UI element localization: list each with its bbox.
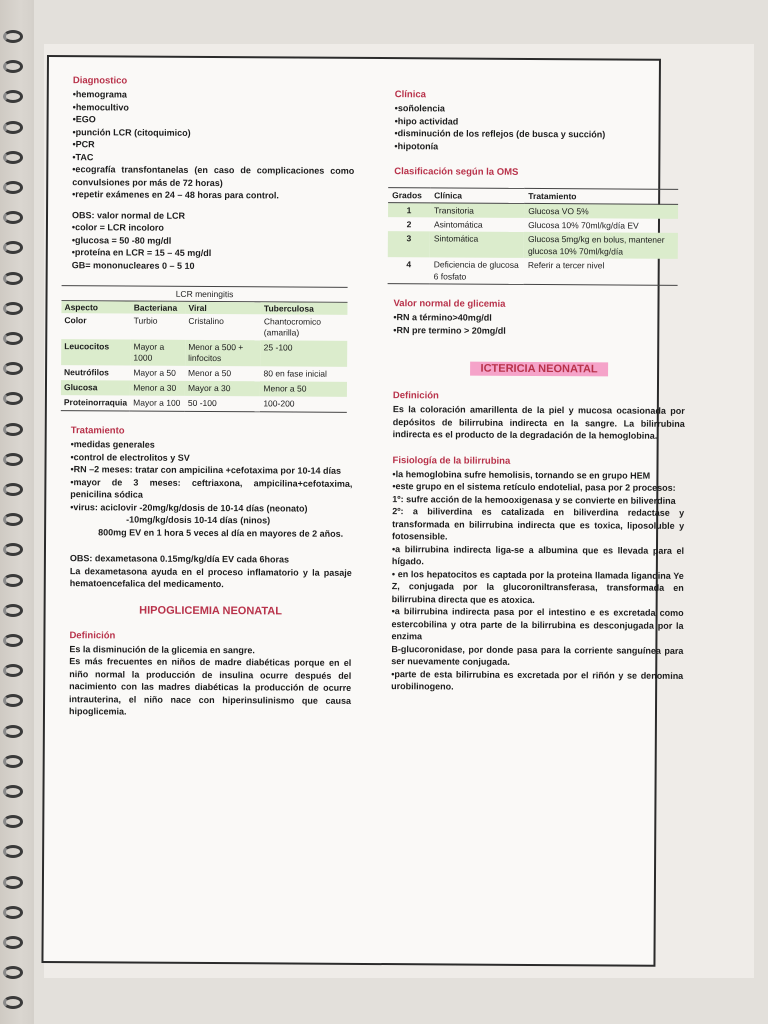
clinica-item: •hipo actividad [394,115,459,127]
lcr-table-caption: LCR meningitis [61,285,347,303]
diagnostico-item: •ecografía transfontanelas (en caso de complicaciones como convulsiones por más de 72 horas) [72,164,355,188]
tratamiento-item: •medidas generales [70,439,155,450]
fisiologia-item: •este grupo en el sistema retículo endotelial, pasa por 2 procesos: [392,481,676,493]
spiral-ring [3,513,23,526]
glicemia-heading: Valor normal de glicemia [393,298,506,310]
clinica-item: •disminución de los reflejos (de busca y succión) [394,128,606,140]
spiral-ring [3,423,23,436]
diagnostico-item: •hemocultivo [72,101,129,113]
lcr-obs-line: •proteína en LCR = 15 – 45 mg/dl [71,247,212,259]
table-cell: Referir a tercer nivel [524,258,678,285]
diagnostico-item: •hemograma [72,89,127,100]
spiral-ring [3,60,23,73]
table-cell: Menor a 50 [260,381,347,397]
fisiologia-heading: Fisiología de la bilirrubina [392,454,511,467]
tratamiento-item: •control de electrolitos y SV [70,451,190,463]
spiral-ring [3,634,23,647]
lcr-header-cell: Tuberculosa [261,302,348,315]
table-cell: Glucosa 5mg/kg en bolus, mantener glucosa 10% 70ml/kg/día [524,232,678,259]
diagnostico-item: •PCR [72,139,95,150]
obs-text: dexametasona 0.15mg/kg/día EV cada 6horas [92,553,290,565]
notes-sheet [41,55,685,967]
spiral-ring [3,121,23,134]
table-cell: Cristalino [188,315,224,327]
diagnostico-item: •TAC [72,151,94,162]
oms-heading: Clasificación según la OMS [394,166,519,178]
spiral-ring [3,90,23,103]
table-cell: Menor a 50 [188,367,232,379]
lcr-obs-line: •color = LCR incoloro [71,222,164,233]
ictericia-title-wrap [393,358,685,378]
lcr-header-cell: Aspecto [61,301,130,313]
table-cell: Glucosa [61,380,130,395]
spiral-ring [3,604,23,617]
spiral-ring [3,936,23,949]
fisiologia-item: •la hemoglobina sufre hemolisis, tornando se en grupo HEM [392,468,651,481]
spiral-ring [3,30,23,43]
spiral-ring [3,996,23,1009]
table-cell: Deficiencia de glucosa 6 fosfato [430,257,524,284]
table-row [61,313,347,341]
clinica-heading: Clínica [394,89,426,101]
table-row [61,380,347,397]
table-row [61,395,347,412]
table-cell: Chantocromico (amarilla) [263,316,322,338]
table-cell: Neutrófilos [64,367,109,378]
table-cell: 2 [406,219,412,230]
spiral-ring [3,362,23,375]
spiral-ring [3,272,23,285]
table-cell: 25 -100 [261,340,348,367]
ictericia-title: ICTERICIA NEONATAL [470,362,607,377]
table-cell: Menor a 30 [130,381,185,396]
fisiologia-item: 2º: a biliverdina es catalizada en biliverdina redactase y transformada en bilirrubina indirecta que es toxica, liposoluble y fotosensible. [392,506,685,542]
lcr-header-cell: Bacteriana [131,302,186,314]
spiral-ring [3,815,23,828]
spiral-ring [3,906,23,919]
notebook-spiral-edge [0,0,34,1024]
table-cell: Menor a 500 + linfocitos [185,340,261,366]
table-cell: Sintomática [430,231,524,258]
table-cell: 1 [388,203,430,218]
table-cell: Glucosa 10% 70ml/kg/día EV [528,219,639,231]
spiral-ring [3,755,23,768]
lcr-obs-line: •glucosa = 50 -80 mg/dl [71,234,172,246]
spiral-ring [3,543,23,556]
diagnostico-item: •punción LCR (citoquimico) [72,126,191,138]
fisiologia-item: • en los hepatocitos es captada por la proteina llamada ligandina Ye Z, conjugada por la glucoroniltransferasa, transformada en bilirrubina directa que es atoxica. [391,568,684,605]
tratamiento-item: -10mg/kg/dosis 10-14 días (ninos) [126,514,271,526]
clinica-item: •soñolencia [394,103,445,114]
hipoglicemia-def-text: Es más frecuentes en niños de madre diabéticas porque en el niño normal la producción de insulina ocurre después del nacimiento con las madres diabéticas la producción de ocurre intrauterina, el niño nace con hiperinsulinismo que causa hipoglicemia. [68,656,352,717]
spiral-ring [3,181,23,194]
spiral-ring [3,725,23,738]
spiral-ring [3,392,23,405]
diagnostico-item: •EGO [72,114,96,125]
tratamiento-item: •virus: aciclovir -20mg/kg/dosis de 10-14 días (neonato) [70,501,308,514]
table-cell: Asintomática [433,219,483,230]
table-row [388,257,678,285]
spiral-ring [3,966,23,979]
spiral-ring [3,876,23,889]
dexametasona-obs [70,552,352,566]
spiral-ring [3,574,23,587]
table-cell: Color [64,315,87,326]
table-cell: Leucocitos [61,339,130,365]
fisiologia-item: 1º: sufre acción de la hemooxigenasa y se convierte en biliverdina [392,493,676,506]
clinica-item: •hipotonía [394,140,439,151]
spiral-ring [3,211,23,224]
spiral-ring [3,332,23,345]
dexametasona-note: La dexametasona ayuda en el proceso inflamatorio y la pasaje hematoencefalica del medicamento. [69,565,352,590]
lcr-obs-line: GB= mononucleares 0 – 5 10 [71,259,195,271]
tratamiento-heading: Tratamiento [70,425,125,437]
tratamiento-item: •RN –2 meses: tratar con ampicilina +cefotaxima por 10-14 días [70,464,342,476]
table-cell: 80 en fase inicial [263,368,327,379]
right-column [391,89,687,694]
hipoglicemia-def-line: Es la disminución de la glicemia en sangre. [69,643,255,655]
table-cell: Mayor a 100 [130,396,185,412]
oms-header-cell: Grados [388,188,430,203]
lcr-meningitis-table [61,285,348,413]
spiral-ring [3,302,23,315]
fisiologia-item: •parte de esta bilirrubina es excretada por el riñón y se denomina urobilinogeno. [391,668,684,692]
table-cell: Mayor a 1000 [130,340,185,366]
table-cell: Mayor a 50 [133,367,176,378]
lcr-header-cell: Viral [185,302,261,314]
lcr-obs-line: OBS: valor normal de LCR [71,209,186,221]
table-row [388,231,678,259]
spiral-ring [3,785,23,798]
oms-classification-table [388,187,679,286]
ictericia-def-text: Es la coloración amarillenta de la piel y mucosa ocasionada por depósitos de bilirrubina indirecta en la sangre. La bilirrubina indirecta es el producto de la degradación de la hemoglobina. [392,404,685,441]
oms-header-cell: Tratamiento [524,188,678,204]
diagnostico-heading: Diagnostico [72,75,128,87]
glicemia-item: •RN pre termino > 20mg/dl [393,324,506,336]
diagnostico-item: •repetir exámenes en 24 – 48 horas para control. [72,189,279,201]
spiral-ring [3,151,23,164]
fisiologia-item: B-glucoronidase, por donde pasa para la corriente sanguínea para ser nuevamente conjugada. [391,643,684,667]
oms-header-cell: Clínica [430,188,524,204]
table-cell: 50 -100 [185,396,261,412]
spiral-ring [3,453,23,466]
fisiologia-item: •a bilirrubina indirecta pasa por el intestino e es excretada como estercobilina y otra parte de la bilirrubina es desconjugada por la enzima [391,606,684,642]
table-cell: 100-200 [260,396,347,412]
fisiologia-item: •a bilirrubina indirecta liga-se a albumina que es llevada para el hígado. [391,543,685,567]
spiral-ring [3,845,23,858]
spiral-ring [3,483,23,496]
table-cell: Mayor a 30 [185,381,261,396]
spiral-ring [3,694,23,707]
spiral-ring [3,664,23,677]
ictericia-def-heading: Definición [392,390,439,402]
table-cell: Turbio [133,315,158,326]
obs-label: OBS: [69,553,93,564]
tratamiento-item: •mayor de 3 meses: ceftriaxona, ampicilina+cefotaxima, penicilina sódica [70,476,353,500]
table-cell: Glucosa VO 5% [524,203,678,218]
tratamiento-item: 800mg EV en 1 hora 5 veces al día en mayores de 2 años. [98,526,344,539]
table-cell: 4 [388,257,430,284]
table-row [61,339,347,367]
spiral-ring [3,241,23,254]
table-cell: Proteinorraquia [61,395,130,411]
hipoglicemia-title: HIPOGLICEMIA NEONATAL [139,604,283,617]
table-cell: Transitoria [430,203,524,218]
table-cell: 3 [388,231,430,257]
left-column [63,75,355,719]
glicemia-item: •RN a término>40mg/dl [393,312,492,323]
hipoglicemia-def-heading: Definición [69,629,116,641]
oms-table-header-row [388,188,678,205]
table-row [61,365,347,382]
